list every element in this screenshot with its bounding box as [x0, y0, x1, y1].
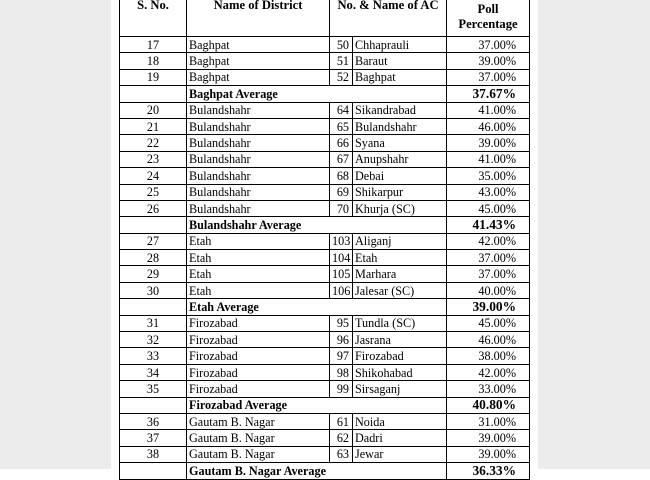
ac-name-cell: Debai — [353, 168, 447, 184]
ac-name-cell: Shikarpur — [353, 184, 447, 200]
header-ac: No. & Name of AC — [330, 0, 447, 37]
table-row — [120, 135, 530, 151]
district-cell: Firozabad — [187, 381, 330, 397]
district-cell: Baghpat — [187, 53, 330, 69]
district-cell: Gautam B. Nagar — [187, 413, 330, 429]
table-row — [120, 200, 530, 216]
district-cell: Etah — [187, 266, 330, 282]
poll-percentage-cell: 39.00% — [447, 53, 530, 69]
table-row — [120, 266, 530, 282]
table-row — [120, 250, 530, 266]
ac-name-cell: Etah — [353, 250, 447, 266]
district-cell: Etah — [187, 282, 330, 298]
district-cell: Baghpat — [187, 69, 330, 85]
ac-name-cell: Jalesar (SC) — [353, 282, 447, 298]
poll-percentage-cell: 37.00% — [447, 250, 530, 266]
poll-percentage-cell: 46.00% — [447, 118, 530, 134]
ac-number-cell: 96 — [330, 332, 353, 348]
sno-cell: 26 — [120, 200, 187, 216]
avg-sno-cell — [120, 299, 187, 315]
poll-percentage-cell: 42.00% — [447, 364, 530, 380]
table-row — [120, 168, 530, 184]
district-cell: Gautam B. Nagar — [187, 430, 330, 446]
avg-label: Gautam B. Nagar Average — [187, 463, 447, 479]
district-cell: Bulandshahr — [187, 135, 330, 151]
sno-cell: 31 — [120, 315, 187, 331]
avg-label: Baghpat Average — [187, 86, 447, 102]
sno-cell: 29 — [120, 266, 187, 282]
ac-name-cell: Baraut — [353, 53, 447, 69]
ac-name-cell: Jasrana — [353, 332, 447, 348]
poll-percentage-cell: 45.00% — [447, 200, 530, 216]
viewer-background-right — [538, 0, 650, 469]
document-page — [111, 0, 538, 478]
poll-percentage-cell: 39.00% — [447, 135, 530, 151]
district-cell: Firozabad — [187, 315, 330, 331]
table-row — [120, 233, 530, 249]
ac-name-cell: Bulandshahr — [353, 118, 447, 134]
sno-cell: 33 — [120, 348, 187, 364]
sno-cell: 17 — [120, 37, 187, 53]
table-row — [120, 381, 530, 397]
header-poll-line1: Poll — [477, 1, 499, 16]
sno-cell: 20 — [120, 102, 187, 118]
avg-percentage: 40.80% — [447, 397, 530, 413]
header-poll-percentage — [447, 0, 530, 37]
poll-percentage-cell: 45.00% — [447, 315, 530, 331]
ac-number-cell: 95 — [330, 315, 353, 331]
ac-number-cell: 99 — [330, 381, 353, 397]
district-cell: Bulandshahr — [187, 151, 330, 167]
avg-percentage: 36.33% — [447, 463, 530, 479]
ac-name-cell: Sirsaganj — [353, 381, 447, 397]
sno-cell: 27 — [120, 233, 187, 249]
avg-label: Etah Average — [187, 299, 447, 315]
table-row — [120, 118, 530, 134]
ac-name-cell: Aliganj — [353, 233, 447, 249]
sno-cell: 24 — [120, 168, 187, 184]
ac-number-cell: 51 — [330, 53, 353, 69]
poll-percentage-cell: 33.00% — [447, 381, 530, 397]
ac-name-cell: Jewar — [353, 446, 447, 462]
header-poll-line2: Percentage — [458, 16, 518, 31]
poll-percentage-cell: 39.00% — [447, 430, 530, 446]
district-cell: Etah — [187, 233, 330, 249]
sno-cell: 30 — [120, 282, 187, 298]
district-cell: Baghpat — [187, 37, 330, 53]
district-cell: Bulandshahr — [187, 118, 330, 134]
viewer-background-left — [0, 0, 111, 469]
avg-label: Firozabad Average — [187, 397, 447, 413]
ac-name-cell: Tundla (SC) — [353, 315, 447, 331]
district-cell: Firozabad — [187, 348, 330, 364]
ac-number-cell: 104 — [330, 250, 353, 266]
table-row — [120, 53, 530, 69]
ac-number-cell: 103 — [330, 233, 353, 249]
district-average-row — [120, 86, 530, 102]
sno-cell: 23 — [120, 151, 187, 167]
poll-percentage-cell: 38.00% — [447, 348, 530, 364]
poll-percentage-cell: 43.00% — [447, 184, 530, 200]
ac-number-cell: 52 — [330, 69, 353, 85]
table-row — [120, 151, 530, 167]
poll-percentage-cell: 42.00% — [447, 233, 530, 249]
district-cell: Bulandshahr — [187, 200, 330, 216]
sno-cell: 34 — [120, 364, 187, 380]
district-average-row — [120, 397, 530, 413]
district-cell: Firozabad — [187, 364, 330, 380]
ac-number-cell: 62 — [330, 430, 353, 446]
ac-name-cell: Marhara — [353, 266, 447, 282]
district-cell: Gautam B. Nagar — [187, 446, 330, 462]
ac-number-cell: 97 — [330, 348, 353, 364]
district-average-row — [120, 463, 530, 479]
district-cell: Firozabad — [187, 332, 330, 348]
sno-cell: 37 — [120, 430, 187, 446]
district-cell: Etah — [187, 250, 330, 266]
district-average-row — [120, 299, 530, 315]
header-district: Name of District — [187, 0, 330, 37]
ac-number-cell: 106 — [330, 282, 353, 298]
ac-number-cell: 68 — [330, 168, 353, 184]
poll-percentage-cell: 37.00% — [447, 37, 530, 53]
avg-label: Bulandshahr Average — [187, 217, 447, 233]
avg-sno-cell — [120, 397, 187, 413]
district-cell: Bulandshahr — [187, 184, 330, 200]
avg-sno-cell — [120, 217, 187, 233]
district-cell: Bulandshahr — [187, 168, 330, 184]
avg-percentage: 41.43% — [447, 217, 530, 233]
ac-name-cell: Dadri — [353, 430, 447, 446]
ac-number-cell: 65 — [330, 118, 353, 134]
poll-percentage-cell: 41.00% — [447, 102, 530, 118]
table-row — [120, 430, 530, 446]
header-sno: S. No. — [120, 0, 187, 37]
avg-sno-cell — [120, 463, 187, 479]
avg-percentage: 39.00% — [447, 299, 530, 315]
table-row — [120, 102, 530, 118]
sno-cell: 18 — [120, 53, 187, 69]
table-row — [120, 364, 530, 380]
sno-cell: 32 — [120, 332, 187, 348]
table-row — [120, 69, 530, 85]
poll-percentage-cell: 39.00% — [447, 446, 530, 462]
poll-percentage-cell: 41.00% — [447, 151, 530, 167]
avg-percentage: 37.67% — [447, 86, 530, 102]
poll-percentage-table — [119, 0, 530, 480]
ac-number-cell: 63 — [330, 446, 353, 462]
table-row — [120, 37, 530, 53]
sno-cell: 21 — [120, 118, 187, 134]
ac-number-cell: 50 — [330, 37, 353, 53]
sno-cell: 38 — [120, 446, 187, 462]
ac-number-cell: 69 — [330, 184, 353, 200]
ac-name-cell: Syana — [353, 135, 447, 151]
table-row — [120, 332, 530, 348]
poll-percentage-cell: 35.00% — [447, 168, 530, 184]
sno-cell: 25 — [120, 184, 187, 200]
ac-name-cell: Shikohabad — [353, 364, 447, 380]
ac-number-cell: 98 — [330, 364, 353, 380]
district-cell: Bulandshahr — [187, 102, 330, 118]
ac-name-cell: Anupshahr — [353, 151, 447, 167]
ac-name-cell: Firozabad — [353, 348, 447, 364]
poll-percentage-cell: 37.00% — [447, 69, 530, 85]
table-row — [120, 282, 530, 298]
poll-percentage-cell: 37.00% — [447, 266, 530, 282]
table-header-row — [120, 0, 530, 37]
sno-cell: 28 — [120, 250, 187, 266]
table-row — [120, 315, 530, 331]
table-row — [120, 184, 530, 200]
sno-cell: 19 — [120, 69, 187, 85]
ac-number-cell: 66 — [330, 135, 353, 151]
ac-name-cell: Noida — [353, 413, 447, 429]
ac-name-cell: Khurja (SC) — [353, 200, 447, 216]
sno-cell: 35 — [120, 381, 187, 397]
ac-name-cell: Sikandrabad — [353, 102, 447, 118]
poll-percentage-cell: 46.00% — [447, 332, 530, 348]
ac-number-cell: 61 — [330, 413, 353, 429]
ac-name-cell: Chhaprauli — [353, 37, 447, 53]
poll-percentage-cell: 31.00% — [447, 413, 530, 429]
table-row — [120, 446, 530, 462]
sno-cell: 36 — [120, 413, 187, 429]
table-row — [120, 413, 530, 429]
avg-sno-cell — [120, 86, 187, 102]
table-row — [120, 348, 530, 364]
ac-number-cell: 70 — [330, 200, 353, 216]
district-average-row — [120, 217, 530, 233]
ac-number-cell: 64 — [330, 102, 353, 118]
ac-name-cell: Baghpat — [353, 69, 447, 85]
ac-number-cell: 67 — [330, 151, 353, 167]
sno-cell: 22 — [120, 135, 187, 151]
ac-number-cell: 105 — [330, 266, 353, 282]
poll-percentage-cell: 40.00% — [447, 282, 530, 298]
